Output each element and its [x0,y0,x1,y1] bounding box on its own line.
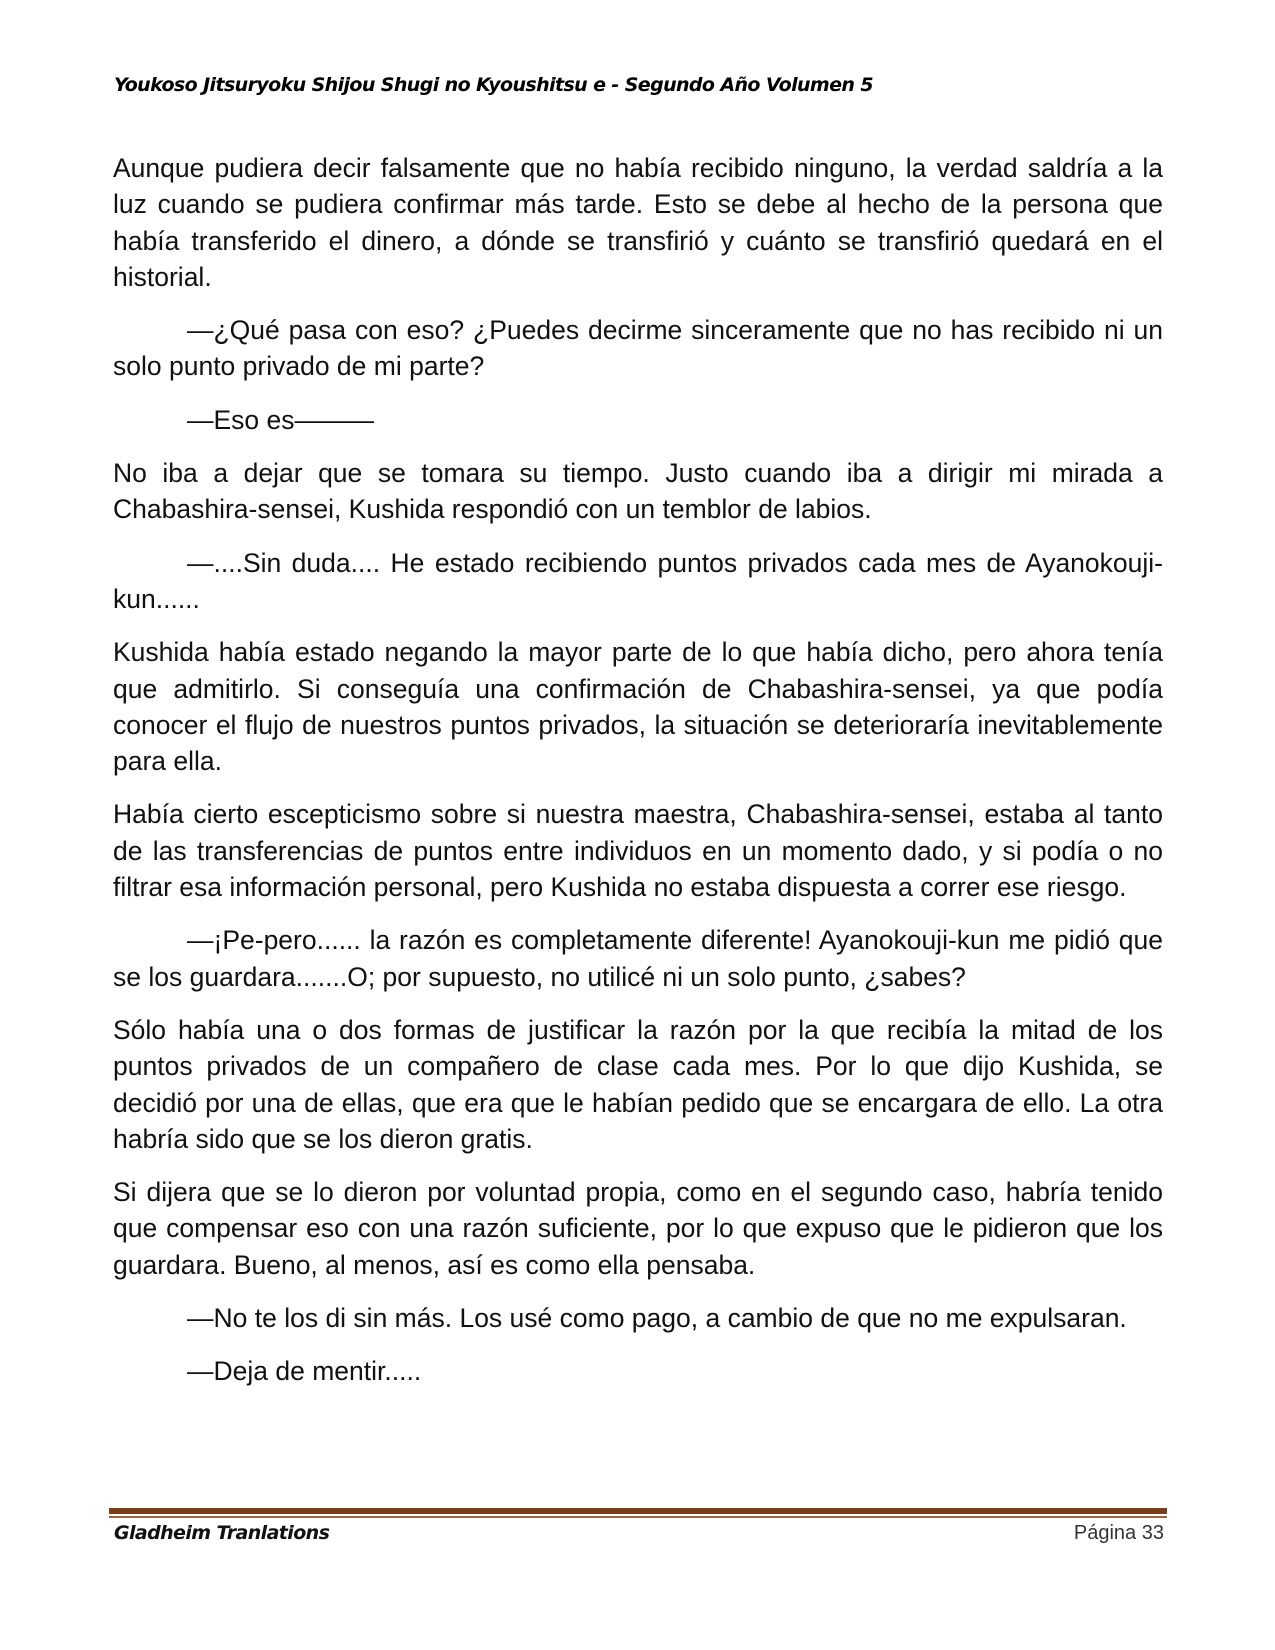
paragraph: Sólo había una o dos formas de justificar la razón por la que recibía la mitad de los puntos privados de un compañero de clase cada mes. Por lo que dijo Kushida, se decidió por una de ellas, que era que le habían pedido que se encargara de ello. La otra habría sido que se los dieron gratis. [113,1014,1163,1154]
paragraph: No iba a dejar que se tomara su tiempo. Justo cuando iba a dirigir mi mirada a Chabashira-sensei, Kushida respondió con un temblor de labios. [113,458,1163,525]
page-body [113,150,1163,1407]
running-header: Youkoso Jitsuryoku Shijou Shugi no Kyoushitsu e - Segundo Año Volumen 5 [114,74,873,96]
page-number-value: 33 [1141,1522,1164,1544]
footer-rule-thick [109,1508,1167,1514]
dialogue-paragraph: —No te los di sin más. Los usé como pago, a cambio de que no me expulsaran. [187,1303,1127,1334]
dialogue-paragraph: —¡Pe-pero...... la razón es completamente diferente! Ayanokouji-kun me pidió que se los guardara.......O; por supuesto, no utilicé ni un solo punto, ¿sabes? [113,925,1163,992]
paragraph: Había cierto escepticismo sobre si nuestra maestra, Chabashira-sensei, estaba al tanto de las transferencias de puntos entre individuos en un momento dado, y si podía o no filtrar esa información personal, pero Kushida no estaba dispuesta a correr ese riesgo. [113,799,1163,903]
footer-rule-thin [109,1516,1167,1518]
paragraph: Kushida había estado negando la mayor parte de lo que había dicho, pero ahora tenía que admitirlo. Si conseguía una confirmación de Chabashira-sensei, ya que podía conocer el flujo de nuestros puntos privados, la situación se deterioraría inevitablemente para ella. [113,637,1163,777]
page-number [1074,1522,1164,1545]
dialogue-paragraph: —¿Qué pasa con eso? ¿Puedes decirme sinceramente que no has recibido ni un solo punto privado de mi parte? [113,315,1163,382]
paragraph: Aunque pudiera decir falsamente que no había recibido ninguno, la verdad saldría a la luz cuando se pudiera confirmar más tarde. Esto se debe al hecho de la persona que había transferido el dinero, a dónde se transfirió y cuánto se transfirió quedará en el historial. [113,153,1163,292]
dialogue-paragraph: —Eso es——— [187,404,375,435]
dialogue-paragraph: —....Sin duda.... He estado recibiendo puntos privados cada mes de Ayanokouji-kun...... [113,547,1163,614]
page-label: Página [1073,1522,1137,1544]
paragraph: Si dijera que se lo dieron por voluntad propia, como en el segundo caso, habría tenido que compensar eso con una razón suficiente, por lo que expuso que le pidieron que los guardara. Bueno, al menos, así es como ella pensaba. [113,1177,1163,1280]
dialogue-paragraph: —Deja de mentir..... [187,1356,422,1387]
footer-credit: Gladheim Tranlations [114,1522,330,1544]
